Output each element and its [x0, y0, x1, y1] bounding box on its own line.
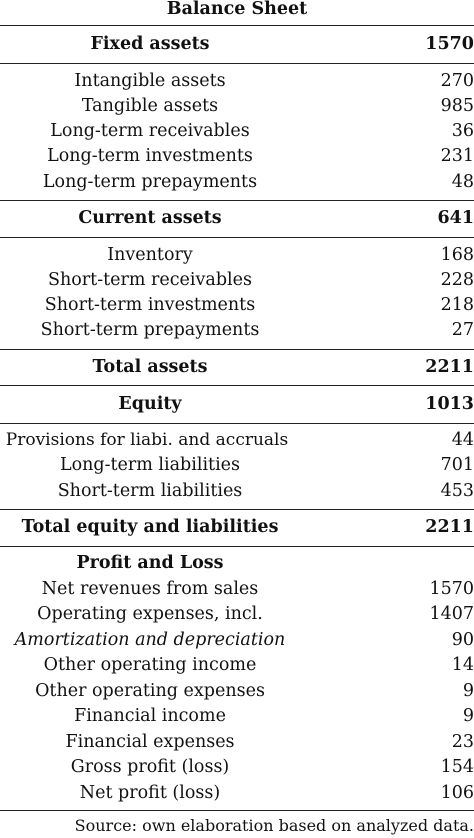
table-row	[0, 69, 474, 94]
divider	[0, 385, 474, 386]
table-row	[0, 781, 474, 806]
table-row-fixed-assets	[0, 32, 474, 57]
row-label: Net profit (loss)	[79, 783, 221, 803]
row-label: Current assets	[78, 208, 222, 228]
table-row	[0, 170, 474, 195]
table-row	[0, 293, 474, 318]
row-value: 23	[451, 732, 474, 752]
row-value: 1570	[425, 34, 474, 54]
row-label: Operating expenses, incl.	[37, 604, 263, 624]
table-row-current-assets	[0, 206, 474, 231]
row-label: Amortization and depreciation	[14, 630, 286, 650]
table-row	[0, 704, 474, 729]
table-row	[0, 428, 474, 453]
table-row	[0, 653, 474, 678]
source-note: Source: own elaboration based on analyzed data.	[74, 816, 474, 835]
row-label: Intangible assets	[74, 71, 226, 91]
row-value: 9	[462, 681, 474, 701]
row-label: Long-term receivables	[50, 121, 250, 141]
table-row	[0, 679, 474, 704]
row-value: 453	[440, 481, 474, 501]
row-value: 1407	[429, 604, 474, 624]
table-row	[0, 453, 474, 478]
row-label: Inventory	[107, 245, 193, 265]
row-value: 14	[451, 655, 474, 675]
table-row	[0, 144, 474, 169]
divider	[0, 63, 474, 64]
row-value: 2211	[425, 357, 474, 377]
divider	[0, 509, 474, 510]
divider	[0, 25, 474, 26]
table-row	[0, 268, 474, 293]
row-label: Short-term receivables	[48, 270, 252, 290]
table-row-total-equity-liabilities	[0, 515, 474, 540]
row-value: 106	[440, 783, 474, 803]
row-label: Short-term prepayments	[40, 320, 260, 340]
row-label: Long-term liabilities	[59, 455, 241, 475]
profit-loss-title-row	[0, 551, 474, 576]
row-value: 701	[440, 455, 474, 475]
row-label: Gross profit (loss)	[70, 757, 230, 777]
row-value: 168	[440, 245, 474, 265]
row-label: Long-term prepayments	[42, 172, 258, 192]
divider	[0, 349, 474, 350]
row-value: 641	[437, 208, 474, 228]
row-label: Other operating income	[43, 655, 257, 675]
row-value: 1013	[425, 394, 474, 414]
row-value: 27	[451, 320, 474, 340]
table-row	[0, 94, 474, 119]
balance-sheet-title: Balance Sheet	[166, 0, 308, 19]
table-row	[0, 243, 474, 268]
table-row-total-assets	[0, 355, 474, 380]
table-row-equity	[0, 392, 474, 417]
row-value: 9	[462, 706, 474, 726]
row-value: 48	[451, 172, 474, 192]
row-value: 36	[451, 121, 474, 141]
row-label: Tangible assets	[81, 96, 219, 116]
row-label: Fixed assets	[90, 34, 210, 54]
table-row	[0, 730, 474, 755]
row-label: Total equity and liabilities	[21, 517, 279, 537]
table-row	[0, 479, 474, 504]
row-label: Other operating expenses	[35, 681, 265, 701]
row-label: Short-term investments	[44, 295, 256, 315]
divider	[0, 546, 474, 547]
table-row	[0, 119, 474, 144]
row-value: 154	[440, 757, 474, 777]
row-label: Financial expenses	[65, 732, 235, 752]
row-value: 218	[440, 295, 474, 315]
row-value: 270	[440, 71, 474, 91]
row-label: Long-term investments	[47, 146, 253, 166]
table-row	[0, 602, 474, 627]
row-value: 985	[440, 96, 474, 116]
row-value: 228	[440, 270, 474, 290]
row-label: Short-term liabilities	[57, 481, 243, 501]
divider	[0, 237, 474, 238]
row-label: Equity	[118, 394, 182, 414]
divider	[0, 200, 474, 201]
profit-loss-title: Profit and Loss	[76, 553, 224, 573]
row-label: Net revenues from sales	[41, 579, 259, 599]
row-label: Provisions for liabi. and accruals	[5, 430, 289, 450]
table-row	[0, 755, 474, 780]
table-row	[0, 577, 474, 602]
row-value: 90	[451, 630, 474, 650]
row-value: 1570	[429, 579, 474, 599]
divider	[0, 810, 474, 811]
row-label: Total assets	[92, 357, 208, 377]
divider	[0, 423, 474, 424]
row-label: Financial income	[74, 706, 226, 726]
table-row	[0, 628, 474, 653]
table-row	[0, 318, 474, 343]
row-value: 2211	[425, 517, 474, 537]
row-value: 231	[440, 146, 474, 166]
row-value: 44	[451, 430, 474, 450]
